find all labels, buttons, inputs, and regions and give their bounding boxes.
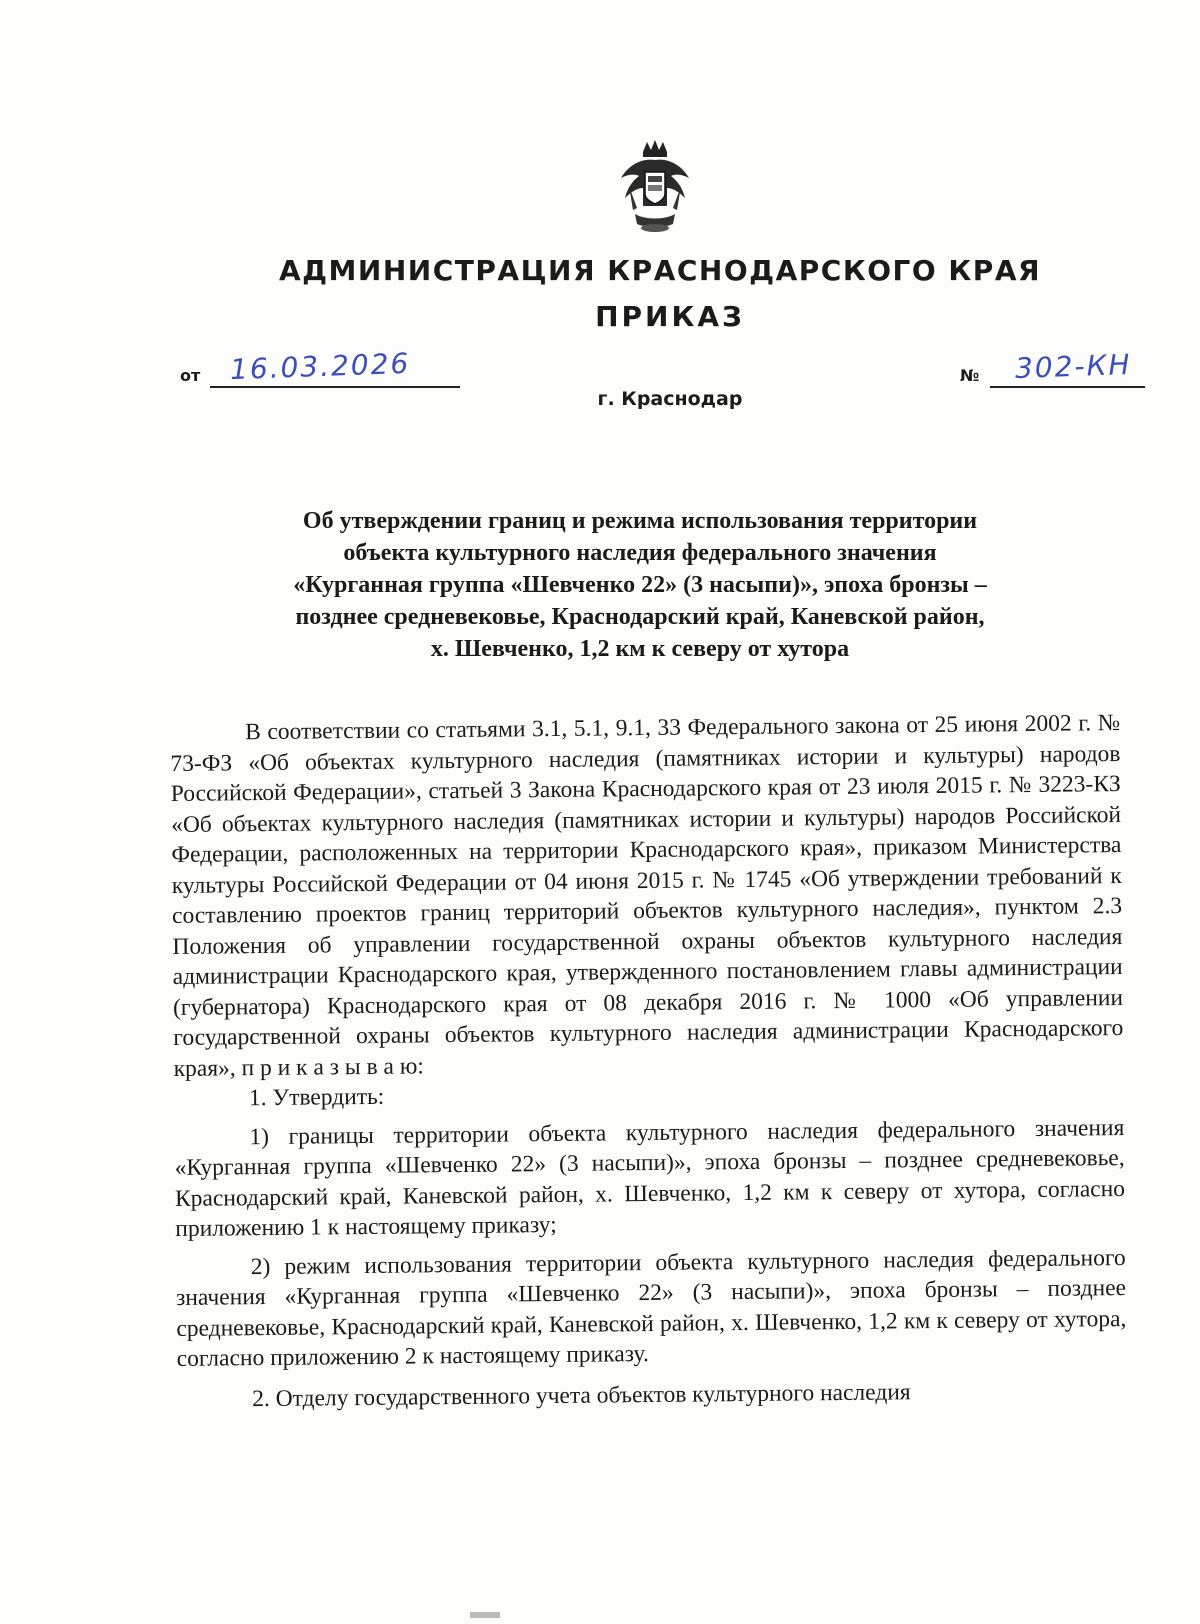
city-line: г. Краснодар <box>597 388 743 410</box>
title-line: позднее средневековье, Краснодарский край, Каневской район, <box>295 604 985 630</box>
preamble-paragraph: В соответствии со статьями 3.1, 5.1, 9.1, 33 Федерального закона от 25 июня 2002 г. № 73-ФЗ «Об объектах культурного наследия (памятниках истории и культуры) народов Российской Федерации», статьей 3 Закона Краснодарского края от 23 июля 2015 г. № 3223-КЗ «Об объектах культурного наследия (памятниках истории и культуры) народов Российской Федерации, расположенных на территории Краснодарского края», приказом Министерства культуры Российской Федерации от 04 июня 2015 г. № 1745 «Об утверждении требований к составлению проектов границ территорий объектов культурного наследия», пунктом 2.3 Положения об управлении государственной охраны объектов культурного наследия администрации Краснодарского края, утвержденного постановлением главы администрации (губернатора) Краснодарского края от 08 декабря 2016 г. № 1000 «Об управлении государственной охраны объектов культурного наследия администрации Краснодарского края», п р и к а з ы в а ю: <box>170 710 1124 1082</box>
number-prefix: № <box>960 366 980 385</box>
item-1: 1. Утвердить: <box>248 1083 385 1112</box>
item-1-2: 2) режим использования территории объекта культурного наследия федерального значения «Курганная группа «Шевченко 22» (3 насыпи)», эпоха бронзы – позднее средневековье, Краснодарский край, Каневской район, х. Шевченко, 1,2 км к северу от хутора, согласно приложению 2 к настоящему приказу. <box>175 1244 1127 1372</box>
organization-name: АДМИНИСТРАЦИЯ КРАСНОДАРСКОГО КРАЯ <box>278 254 1042 287</box>
document-type: ПРИКАЗ <box>595 300 745 333</box>
coat-of-arms-icon <box>615 138 695 234</box>
date-field <box>180 346 480 392</box>
handwritten-number: 302-КН <box>1014 347 1133 386</box>
date-underline <box>210 386 460 388</box>
scan-artifact <box>470 1612 500 1618</box>
title-line: Об утверждении границ и режима использования территории <box>302 508 978 534</box>
title-line: объекта культурного наследия федерального значения <box>343 540 937 566</box>
number-underline <box>990 386 1145 388</box>
item-2: 2. Отделу государственного учета объектов культурного наследия <box>251 1378 911 1412</box>
order-title <box>220 505 1060 665</box>
order-body <box>170 708 1127 1415</box>
title-line: х. Шевченко, 1,2 км к северу от хутора <box>430 636 850 662</box>
date-prefix: от <box>180 366 201 385</box>
item-1-1: 1) границы территории объекта культурного наследия федерального значения «Курганная группа «Шевченко 22» (3 насыпи)», эпоха бронзы – позднее средневековье, Краснодарский край, Каневской район, х. Шевченко, 1,2 км к северу от хутора, согласно приложению 1 к настоящему приказу; <box>174 1114 1126 1242</box>
title-line: «Курганная группа «Шевченко 22» (3 насыпи)», эпоха бронзы – <box>293 572 987 598</box>
number-field <box>960 347 1150 392</box>
handwritten-date: 16.03.2026 <box>229 346 411 387</box>
